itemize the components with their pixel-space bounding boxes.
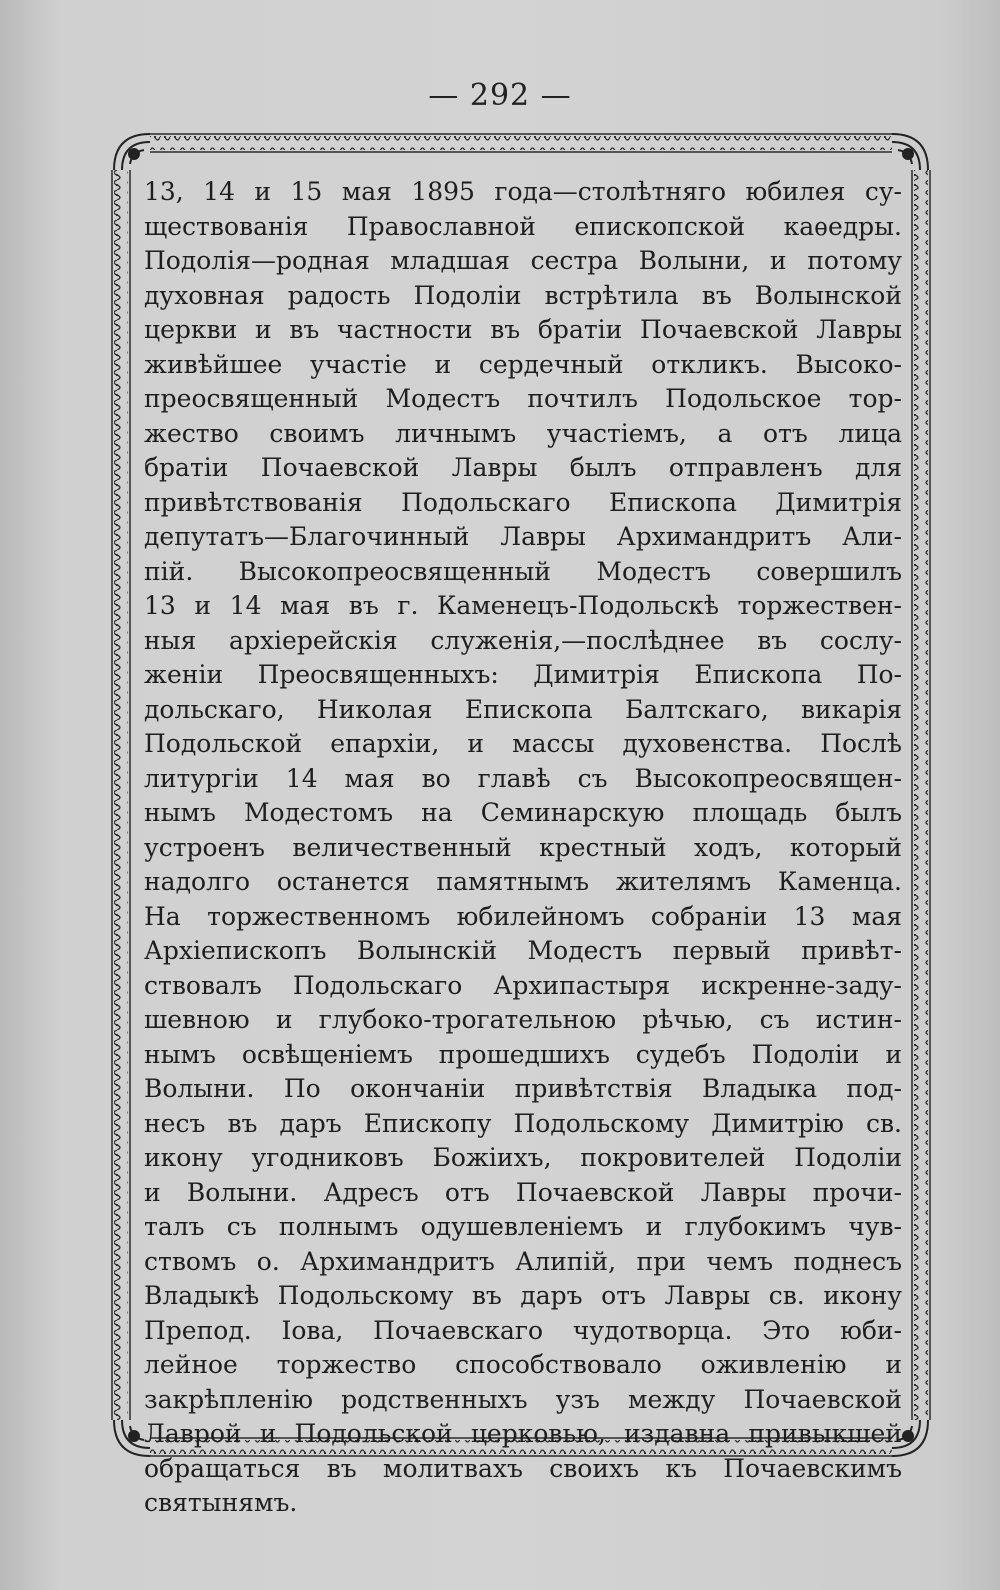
text-line: литургіи 14 мая во главѣ съ Высокопреосвящен- — [144, 763, 902, 793]
text-line: ствовалъ Подольскаго Архипастыря искренне-заду- — [144, 970, 902, 1000]
text-line: Волыни. По окончаніи привѣтствія Владыка под- — [144, 1074, 902, 1103]
text-line: дольскаго, Николая Епископа Балтскаго, викарія — [144, 694, 902, 724]
page-number: — 292 — — [428, 78, 572, 113]
text-line: 13, 14 и 15 мая 1895 года—столѣтняго юбилея су- — [144, 177, 902, 206]
text-line: Архіепископъ Волынскій Модестъ первый привѣт- — [144, 936, 902, 965]
text-line: несъ въ даръ Епископу Подольскому Димитрію св. — [144, 1108, 902, 1138]
text-line: духовная радость Подоліи встрѣтила въ Волынской — [144, 280, 902, 310]
text-line: святынямъ. — [144, 1488, 298, 1517]
text-line: женіи Преосвященныхъ: Димитрія Епископа По- — [144, 660, 902, 689]
body-text — [144, 175, 902, 1521]
text-line: церкви и въ частности въ братіи Почаевской Лавры — [144, 315, 902, 344]
text-line: Препод. Іова, Почаевскаго чудотворца. Это юби- — [144, 1315, 902, 1345]
text-line: ществованія Православной епископской каѳедры. — [144, 211, 902, 241]
text-line: лейное торжество способствовало оживленію и — [144, 1350, 902, 1379]
text-line: Лаврой и Подольской церковью, издавна привыкшей — [144, 1419, 902, 1448]
text-line: пій. Высокопреосвященный Модестъ совершилъ — [144, 556, 902, 586]
text-line: нымъ Модестомъ на Семинарскую площадь былъ — [144, 798, 902, 827]
text-line: устроенъ величественный крестный ходъ, который — [144, 832, 902, 862]
text-line: закрѣпленію родственныхъ узъ между Почаевской — [144, 1384, 902, 1414]
text-line: привѣтствованія Подольскаго Епископа Димитрія — [144, 487, 902, 517]
text-line: ныя архіерейскія служенія,—послѣднее въ сослу- — [144, 625, 902, 655]
text-line: братіи Почаевской Лавры былъ отправленъ для — [144, 453, 902, 482]
text-line: и Волыни. Адресъ отъ Почаевской Лавры прочи- — [144, 1177, 902, 1207]
text-line: жество своимъ личнымъ участіемъ, а отъ лица — [144, 418, 902, 448]
text-line: депутатъ—Благочинный Лавры Архимандритъ Али- — [144, 522, 902, 551]
text-line: Подолія—родная младшая сестра Волыни, и потому — [144, 246, 902, 275]
text-line: Подольской епархіи, и массы духовенства. Послѣ — [144, 729, 902, 758]
text-line: талъ съ полнымъ одушевленіемъ и глубокимъ чув- — [144, 1212, 902, 1241]
text-line: шевною и глубоко-трогательною рѣчью, съ истин- — [144, 1005, 902, 1034]
text-line: икону угодниковъ Божіихъ, покровителей Подоліи — [144, 1143, 902, 1172]
text-line: ствомъ о. Архимандритъ Алипій, при чемъ поднесъ — [144, 1246, 902, 1276]
text-line: 13 и 14 мая въ г. Каменецъ-Подольскѣ торжествен- — [144, 591, 902, 620]
text-line: преосвященный Модестъ почтилъ Подольское тор- — [144, 384, 902, 413]
text-line: На торжественномъ юбилейномъ собраніи 13 мая — [144, 901, 902, 931]
text-line: нымъ освѣщеніемъ прошедшихъ судебъ Подоліи и — [144, 1039, 902, 1069]
text-line: надолго останется памятнымъ жителямъ Каменца. — [144, 867, 902, 896]
text-line: Владыкѣ Подольскому въ даръ отъ Лавры св. икону — [144, 1281, 902, 1310]
ornamental-frame — [110, 130, 932, 1517]
text-line: живѣйшее участіе и сердечный откликъ. Высоко- — [144, 349, 902, 379]
text-line: обращаться въ молитвахъ своихъ къ Почаевскимъ — [144, 1453, 902, 1483]
